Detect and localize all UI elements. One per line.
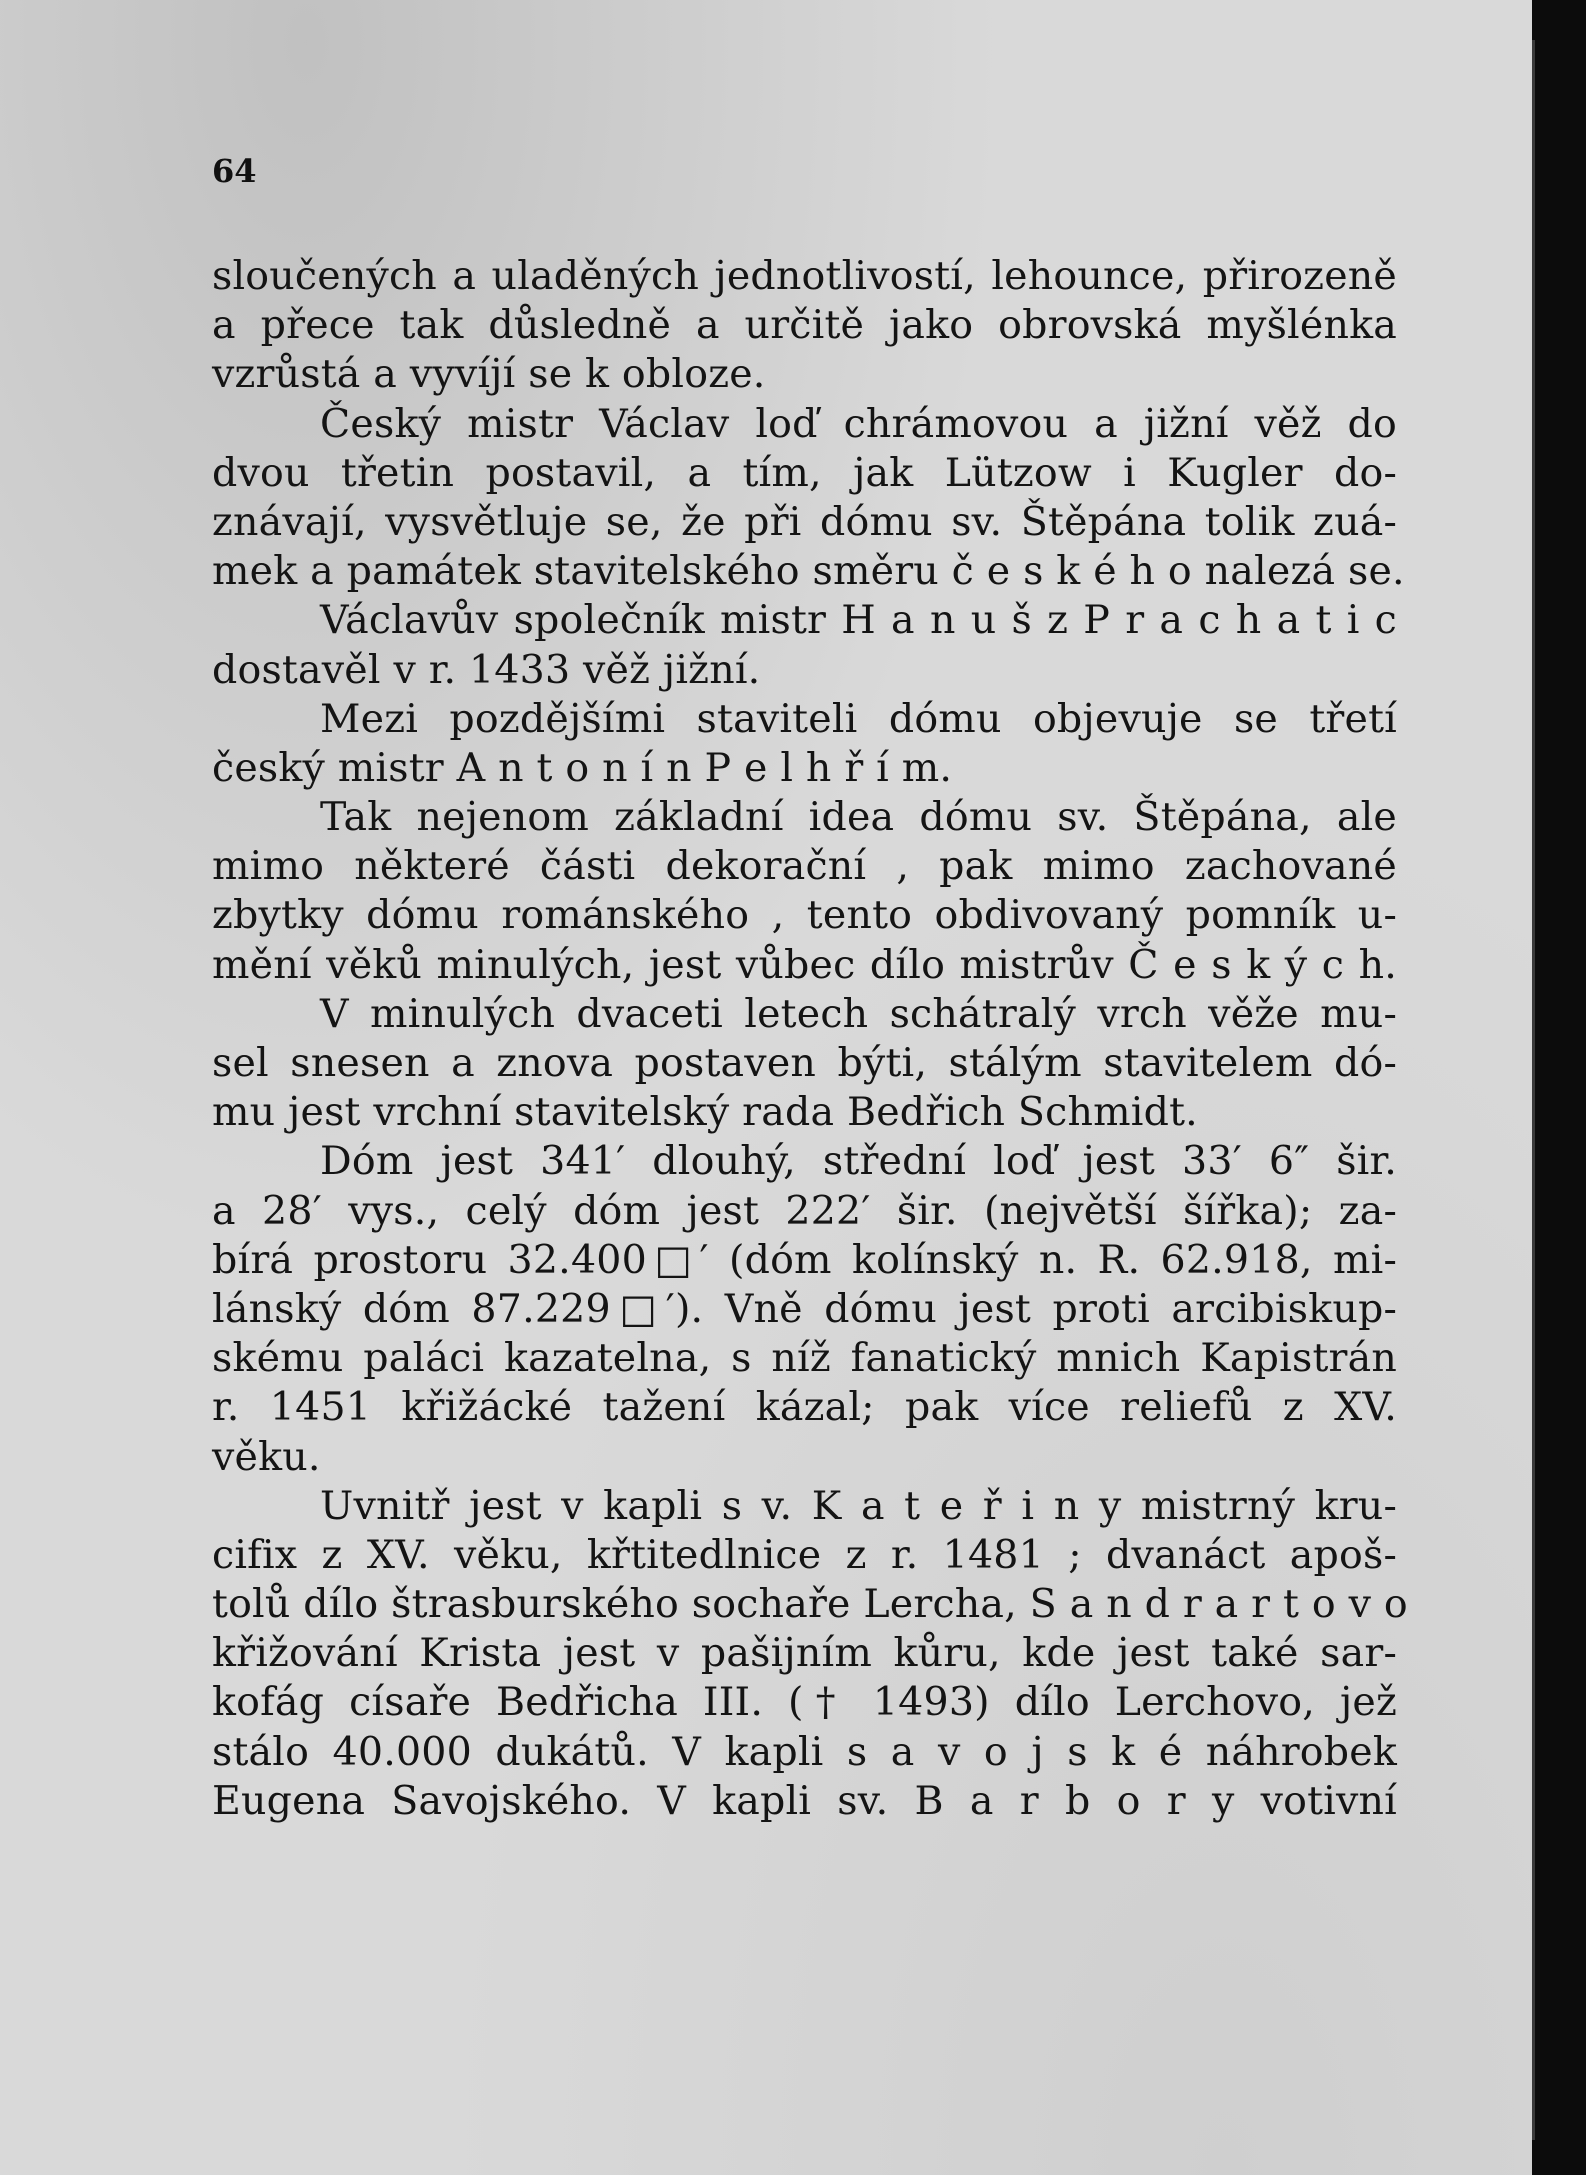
text-line: sloučených a uladěných jednotlivostí, lehounce, přirozeně [212, 253, 1397, 299]
text-line: dostavěl v r. 1433 věž jižní. [212, 646, 761, 693]
text-line: mimo některé části dekorační , pak mimo zachované [212, 843, 1397, 890]
text-line: skému paláci kazatelna, s níž fanatický mnich Kapistrán [212, 1335, 1397, 1382]
text-line: Tak nejenom základní idea dómu sv. Štěpána, ale [320, 794, 1397, 841]
text-line: Václavův společník mistr H a n u š z P r a c h a t i c [320, 597, 1397, 644]
text-line: Mezi pozdějšími staviteli dómu objevuje se třetí [320, 695, 1397, 742]
text-line: tolů dílo štrasburského sochaře Lercha, S a n d r a r t o v o [212, 1581, 1408, 1628]
text-line: V minulých dvaceti letech schátralý vrch věže mu- [320, 990, 1397, 1037]
text-line: vzrůstá a vyvíjí se k obloze. [212, 351, 766, 398]
scan-border [1532, 0, 1586, 2175]
text-line: Dóm jest 341′ dlouhý, střední loď jest 33′ 6″ šir. [320, 1138, 1397, 1185]
text-line: stálo 40.000 dukátů. V kapli s a v o j s k é náhrobek [212, 1728, 1397, 1775]
text-line: sel snesen a znova postaven býti, stálým stavitelem dó- [212, 1040, 1397, 1086]
text-line: lánský dóm 87.229□′). Vně dómu jest proti arcibiskup- [212, 1285, 1397, 1332]
text-line: a přece tak důsledně a určitě jako obrovská myšlénka [212, 302, 1397, 349]
text-line: znávají, vysvětluje se, že při dómu sv. Štěpána tolik zuá- [212, 498, 1397, 545]
text-line: zbytky dómu románského , tento obdivovaný pomník u- [212, 892, 1397, 939]
text-line: křižování Krista jest v pašijním kůru, kde jest také sar- [212, 1630, 1397, 1677]
text-line: Uvnitř jest v kapli s v. K a t e ř i n y mistrný kru- [320, 1482, 1397, 1529]
text-line: Český mistr Václav loď chrámovou a jižní věž do [320, 400, 1397, 447]
text-line: dvou třetin postavil, a tím, jak Lützow i Kugler do- [212, 449, 1397, 496]
body-text [212, 252, 1408, 1826]
text-line: a 28′ vys., celý dóm jest 222′ šir. (největší šířka); za- [212, 1187, 1397, 1234]
page-number: 64 [212, 152, 257, 190]
text-line: mění věků minulých, jest vůbec dílo mistrův Č e s k ý c h. [212, 941, 1397, 988]
text-line: český mistr A n t o n í n P e l h ř í m. [212, 744, 953, 791]
text-line: mek a památek stavitelského směru č e s k é h o nalezá se. [212, 548, 1405, 595]
text-line: bírá prostoru 32.400□′ (dóm kolínský n. R. 62.918, mi- [212, 1236, 1397, 1283]
page-edge-line [1532, 40, 1535, 2140]
text-line: r. 1451 křižácké tažení kázal; pak více reliefů z XV. [212, 1384, 1397, 1431]
text-line: mu jest vrchní stavitelský rada Bedřich Schmidt. [212, 1089, 1198, 1136]
text-line: cifix z XV. věku, křtitedlnice z r. 1481 ; dvanáct apoš- [212, 1531, 1397, 1578]
text-line: Eugena Savojského. V kapli sv. B a r b o r y votivní [212, 1777, 1397, 1824]
text-line: věku. [212, 1433, 321, 1480]
text-line: kofág císaře Bedřicha III. († 1493) dílo Lerchovo, jež [212, 1679, 1397, 1726]
